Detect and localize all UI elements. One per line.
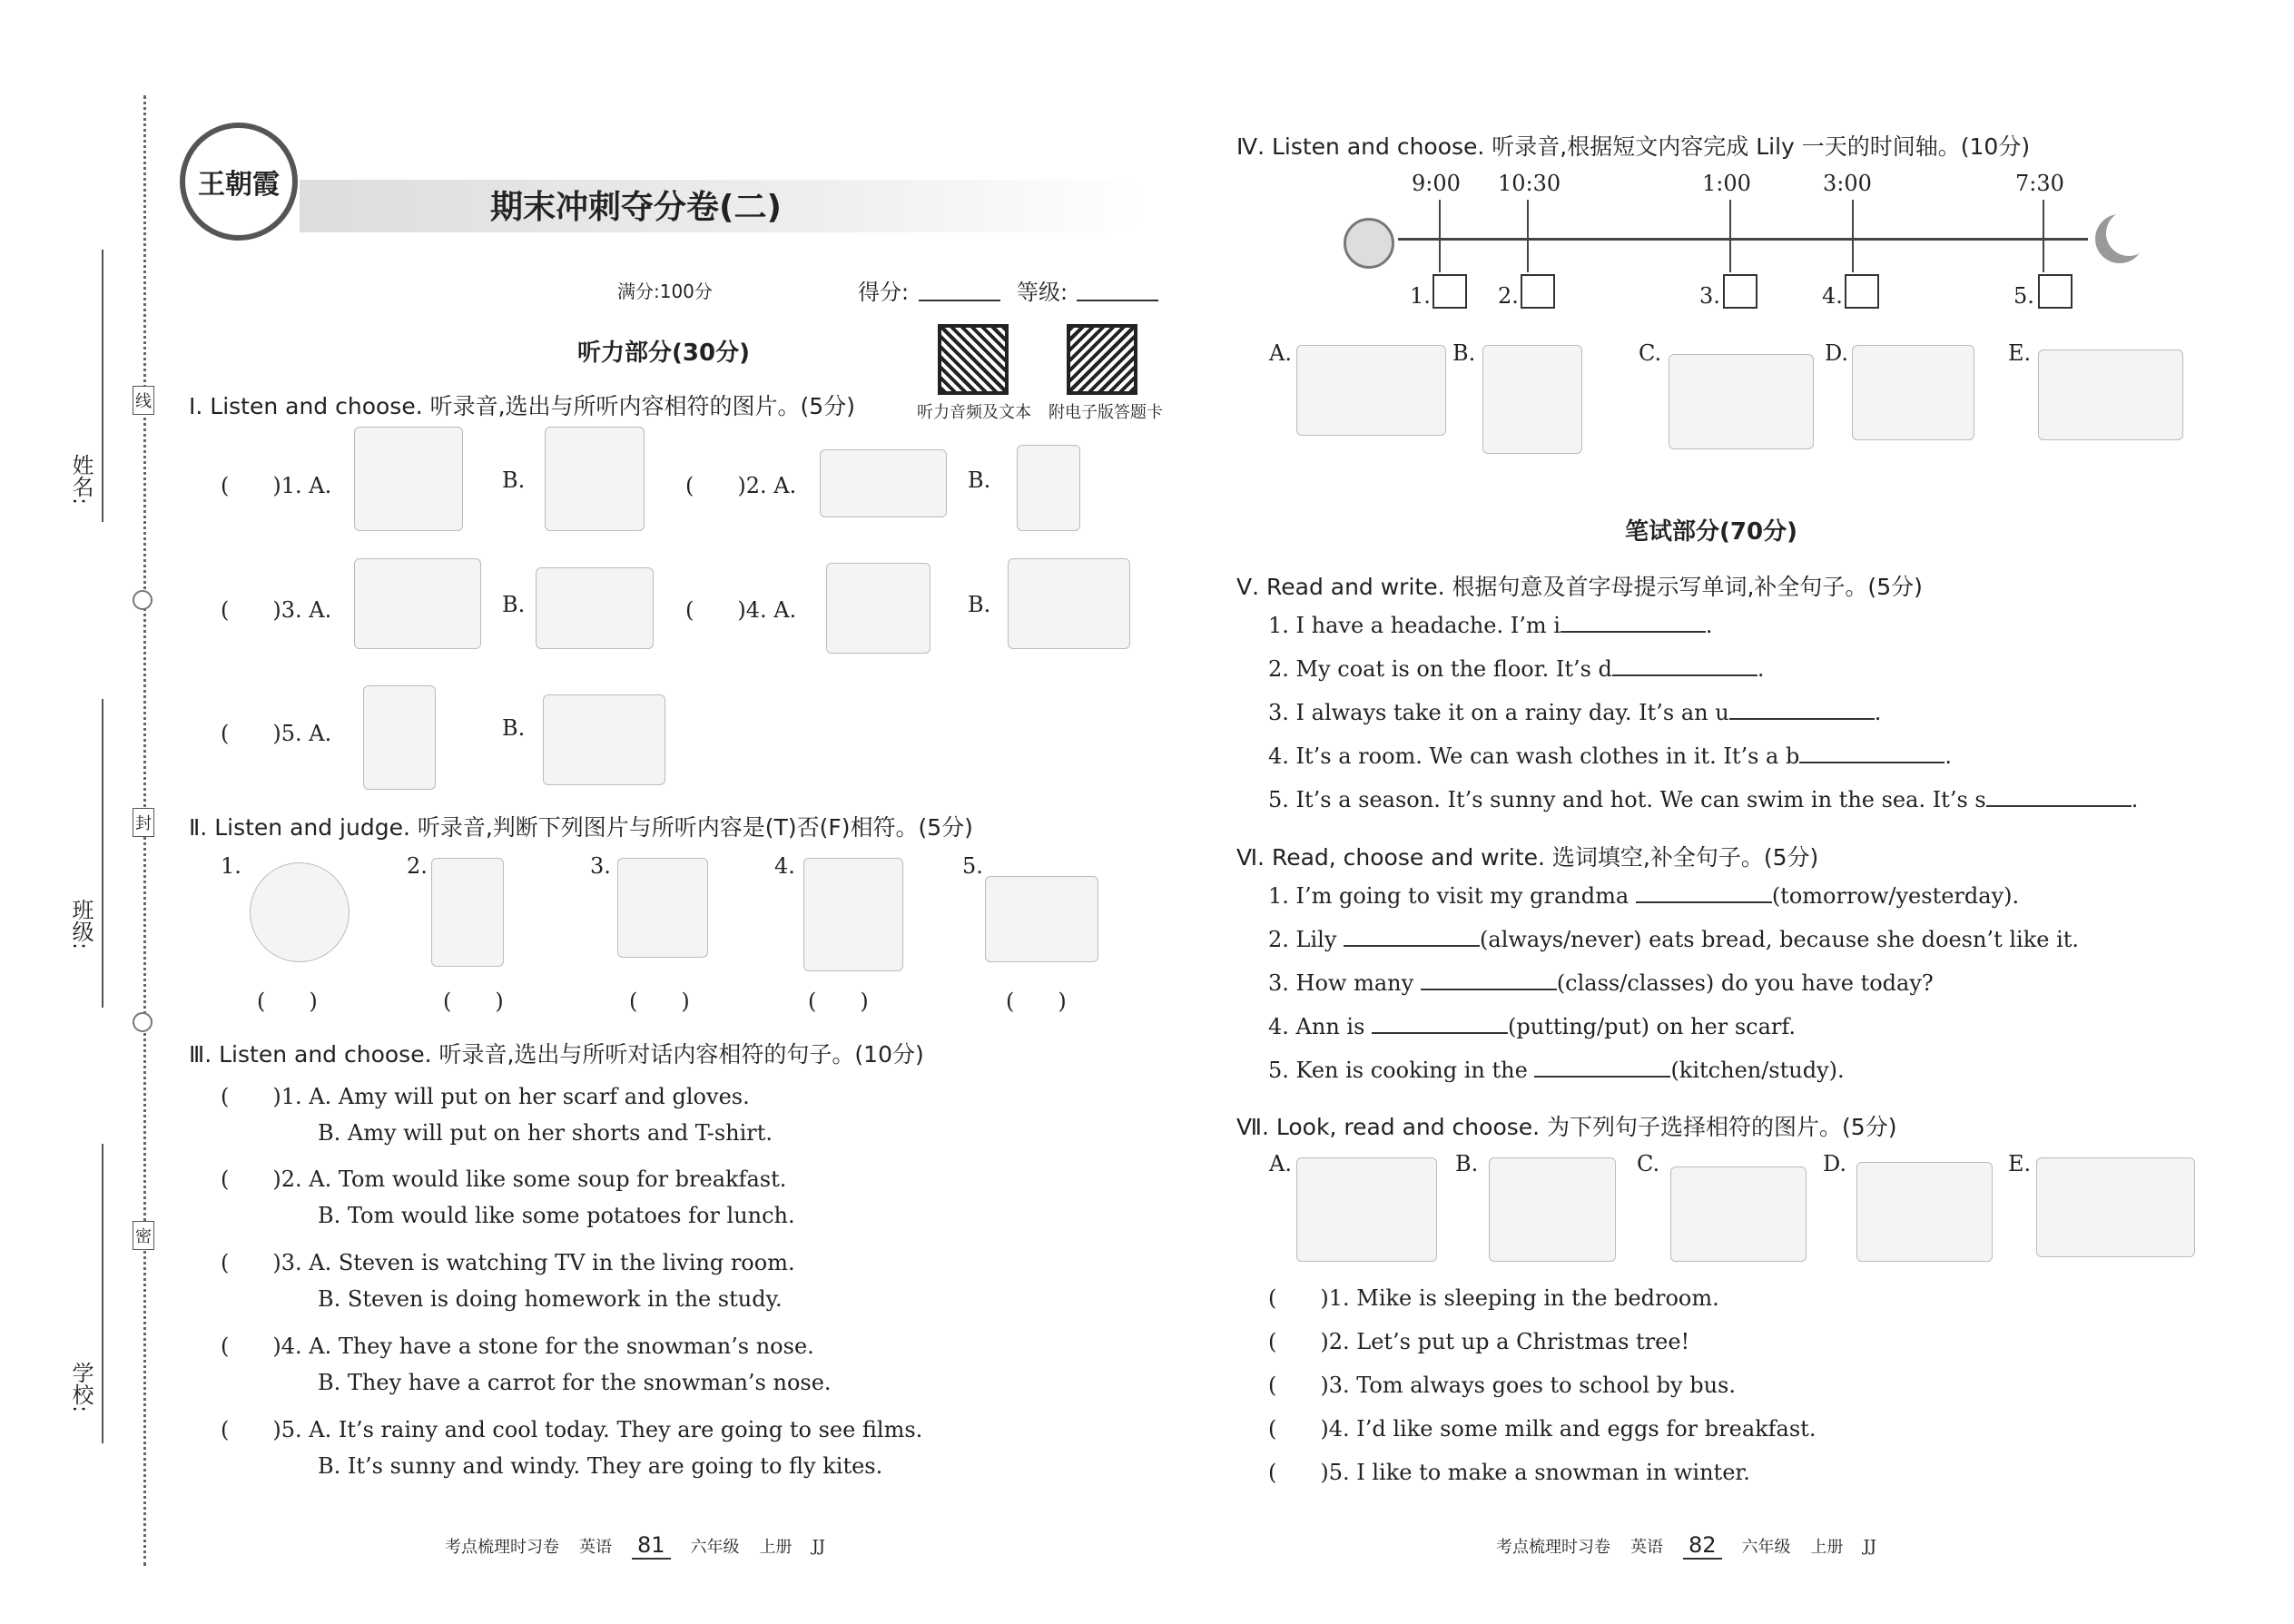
section-4-heading: Ⅳ. Listen and choose. 听录音,根据短文内容完成 Lily 一天的时间轴。(10分)	[1236, 133, 2031, 160]
breakfast-image	[1489, 1157, 1616, 1262]
sec6-item-1-text: 1. I’m going to visit my grandma	[1268, 883, 1629, 909]
footer-grade: 六年级	[1741, 1538, 1791, 1557]
footer-left	[445, 1532, 825, 1560]
time-1: 9:00	[1412, 171, 1461, 196]
footer-term: 上册	[759, 1538, 793, 1557]
sec4-num-2: 2.	[1498, 283, 1519, 309]
binding-hole	[133, 590, 153, 610]
moon-icon	[2106, 211, 2151, 256]
seal-seal-label: 封	[133, 808, 154, 837]
seal-line-label: 线	[133, 386, 154, 415]
time-4: 3:00	[1823, 171, 1872, 196]
footer-book: 考点梳理时习卷	[445, 1538, 559, 1557]
sec3-q5-a: ( )5. A. It’s rainy and cool today. They are going to see films.	[221, 1417, 923, 1442]
swimming-image	[1008, 558, 1130, 649]
footer-book: 考点梳理时习卷	[1496, 1538, 1610, 1557]
sec2-answer-5[interactable]: ( )	[1006, 989, 1067, 1014]
cleaning-image	[1852, 345, 1974, 440]
sec5-item-2-text: 2. My coat is on the floor. It’s d	[1268, 656, 1612, 682]
sec1-q2-b: B.	[968, 468, 991, 493]
sec6-item-2-text: 2. Lily	[1268, 927, 1337, 952]
sec5-item-4-end: .	[1944, 743, 1952, 769]
sec5-item-3-end: .	[1874, 700, 1882, 725]
sleeping-image	[1670, 1166, 1807, 1262]
school-bus-image	[2036, 1157, 2195, 1257]
timeline-tick	[1439, 200, 1441, 272]
timeline-tick	[2043, 200, 2044, 272]
sec4-option-b: B.	[1452, 340, 1476, 366]
sec5-item-1	[1268, 613, 1713, 638]
qr-code-card[interactable]	[1067, 324, 1137, 395]
sec6-item-3-text: 3. How many	[1268, 970, 1414, 996]
time-3: 1:00	[1702, 171, 1751, 196]
sec6-item-4-rest: (putting/put) on her scarf.	[1508, 1014, 1797, 1039]
sec6-blank-3[interactable]	[1421, 989, 1557, 990]
sec7-item-3: ( )3. Tom always goes to school by bus.	[1268, 1373, 1736, 1398]
footer-right	[1496, 1532, 1876, 1560]
sec6-blank-4[interactable]	[1372, 1032, 1508, 1034]
sec5-item-4	[1268, 743, 1952, 769]
sec5-item-3-text: 3. I always take it on a rainy day. It’s an u	[1268, 700, 1729, 725]
sec1-q3-b: B.	[502, 592, 526, 617]
footer-grade: 六年级	[690, 1538, 740, 1557]
sec6-blank-1[interactable]	[1636, 901, 1772, 903]
sec5-item-2-end: .	[1757, 656, 1765, 682]
sec1-q1: ( )1. A.	[221, 473, 332, 498]
sec1-q5: ( )5. A.	[221, 721, 332, 746]
sec4-num-1: 1.	[1410, 283, 1431, 309]
name-line	[102, 250, 103, 522]
snowman-b-image	[545, 427, 645, 531]
door-image	[363, 685, 436, 790]
full-score: 满分:100分	[617, 281, 713, 302]
sec1-q3: ( )3. A.	[221, 597, 332, 623]
sec4-option-d: D.	[1825, 340, 1849, 366]
qr-code-audio[interactable]	[938, 324, 1009, 395]
class-label: 班级:	[68, 899, 94, 950]
grade-field[interactable]	[1077, 300, 1158, 301]
sec3-q3-b: B. Steven is doing homework in the study.	[318, 1286, 783, 1312]
listening-heading: 听力部分(30分)	[577, 340, 750, 367]
christmas-card-image	[1017, 445, 1080, 531]
sec6-item-5	[1268, 1058, 1845, 1083]
sec4-answer-box-1[interactable]	[1433, 274, 1467, 309]
score-field[interactable]	[919, 300, 1000, 301]
tomatoes-image	[985, 876, 1098, 962]
sec7-option-d: D.	[1823, 1151, 1847, 1176]
sec6-item-1	[1268, 883, 2019, 909]
sec6-item-4-text: 4. Ann is	[1268, 1014, 1365, 1039]
seal-secret-label: 密	[133, 1221, 154, 1250]
brand-logo	[180, 123, 298, 241]
binding-hole	[133, 1012, 153, 1032]
sec6-item-5-text: 5. Ken is cooking in the	[1268, 1058, 1528, 1083]
written-heading: 笔试部分(70分)	[1625, 518, 1797, 546]
sec1-q2: ( )2. A.	[685, 473, 797, 498]
sec5-blank-5[interactable]	[1986, 805, 2132, 807]
clock-image	[250, 862, 350, 962]
logo-text: 王朝霞	[198, 169, 280, 201]
sec3-q3-a: ( )3. A. Steven is watching TV in the living room.	[221, 1250, 795, 1275]
sec3-q1-a: ( )1. A. Amy will put on her scarf and gloves.	[221, 1084, 750, 1109]
park-play-image	[2038, 349, 2183, 440]
page-number: 81	[632, 1532, 671, 1560]
section-7-heading: Ⅶ. Look, read and choose. 为下列句子选择相符的图片。(5分)	[1236, 1114, 1897, 1140]
sec6-item-3	[1268, 970, 1934, 996]
sec7-option-b: B.	[1455, 1151, 1479, 1176]
snowman-a-image	[354, 427, 463, 531]
section-5-heading: Ⅴ. Read and write. 根据句意及首字母提示写单词,补全句子。(5分)	[1236, 574, 1923, 600]
sec4-answer-box-5[interactable]	[2038, 274, 2072, 309]
sun-icon	[1344, 218, 1394, 269]
page-number: 82	[1683, 1532, 1722, 1560]
footer-edition: JJ	[1863, 1536, 1876, 1556]
sec2-num-5: 5.	[962, 853, 983, 879]
score-label: 得分:	[858, 280, 910, 305]
sec6-item-2	[1268, 927, 2079, 952]
sec3-q5-b: B. It’s sunny and windy. They are going to fly kites.	[318, 1453, 883, 1479]
sec3-q1-b: B. Amy will put on her shorts and T-shirt.	[318, 1120, 773, 1146]
sec6-item-5-rest: (kitchen/study).	[1670, 1058, 1845, 1083]
sec5-item-2	[1268, 656, 1765, 682]
sec4-num-5: 5.	[2013, 283, 2034, 309]
sec2-answer-4[interactable]: ( )	[808, 989, 869, 1014]
sec5-blank-3[interactable]	[1729, 718, 1875, 720]
page-title: 期末冲刺夺分卷(二)	[490, 189, 782, 226]
section-3-heading: Ⅲ. Listen and choose. 听录音,选出与所听对话内容相符的句子。(10分)	[189, 1041, 924, 1068]
christmas-tree-image	[1296, 1157, 1437, 1262]
sec4-answer-box-3[interactable]	[1723, 274, 1757, 309]
santa-image	[431, 858, 504, 967]
sec2-num-3: 3.	[590, 853, 611, 879]
sec1-q4: ( )4. A.	[685, 597, 797, 623]
sec4-option-a: A.	[1269, 340, 1292, 366]
sec2-answer-2[interactable]: ( )	[443, 989, 504, 1014]
qr-label-card: 附电子版答题卡	[1049, 403, 1163, 422]
timeline-tick	[1729, 200, 1731, 272]
sec5-item-4-text: 4. It’s a room. We can wash clothes in it. It’s a b	[1268, 743, 1800, 769]
section-6-heading: Ⅵ. Read, choose and write. 选词填空,补全句子。(5分)	[1236, 844, 1819, 871]
sec7-option-c: C.	[1637, 1151, 1660, 1176]
sec5-blank-2[interactable]	[1612, 674, 1757, 676]
qr-label-audio: 听力音频及文本	[917, 403, 1031, 422]
watching-tv-image	[1296, 345, 1446, 436]
shopping-image	[1669, 354, 1814, 449]
sec3-q2-b: B. Tom would like some potatoes for lunch.	[318, 1203, 795, 1228]
sec2-num-1: 1.	[221, 853, 241, 879]
time-2: 10:30	[1498, 171, 1561, 196]
sec2-answer-3[interactable]: ( )	[629, 989, 690, 1014]
sec5-item-5-end: .	[2131, 787, 2139, 812]
sec2-answer-1[interactable]: ( )	[257, 989, 318, 1014]
sec2-num-2: 2.	[407, 853, 428, 879]
sec3-q2-a: ( )2. A. Tom would like some soup for breakfast.	[221, 1166, 787, 1192]
sec4-option-c: C.	[1639, 340, 1662, 366]
sec6-item-1-rest: (tomorrow/yesterday).	[1771, 883, 2020, 909]
sec5-item-5-text: 5. It’s a season. It’s sunny and hot. We can swim in the sea. It’s s	[1268, 787, 1986, 812]
sec4-answer-box-4[interactable]	[1845, 274, 1879, 309]
time-5: 7:30	[2015, 171, 2064, 196]
sec7-option-a: A.	[1269, 1151, 1292, 1176]
section-1-heading: Ⅰ. Listen and choose. 听录音,选出与所听内容相符的图片。(5分)	[189, 393, 855, 419]
windy-tree-image	[826, 563, 930, 654]
snowman-winter-image	[1856, 1162, 1993, 1262]
footer-term: 上册	[1810, 1538, 1844, 1557]
boy-eating-image	[617, 858, 708, 958]
footer-subject: 英语	[1630, 1538, 1663, 1557]
name-label: 姓名:	[68, 454, 94, 506]
school-line	[102, 1144, 103, 1443]
class-line	[102, 699, 103, 1008]
timeline-tick	[1852, 200, 1854, 272]
grade-label: 等级:	[1017, 280, 1068, 305]
sec6-blank-2[interactable]	[1344, 945, 1480, 947]
sec5-item-3	[1268, 700, 1881, 725]
window-image	[543, 694, 665, 785]
sec7-item-1: ( )1. Mike is sleeping in the bedroom.	[1268, 1285, 1719, 1311]
painting-image	[1482, 345, 1582, 454]
sec1-q5-b: B.	[502, 715, 526, 741]
sec3-q4-b: B. They have a carrot for the snowman’s nose.	[318, 1370, 832, 1395]
sec4-option-e: E.	[2008, 340, 2032, 366]
bathroom-image	[536, 567, 654, 649]
sec1-q1-b: B.	[502, 468, 526, 493]
sec4-answer-box-2[interactable]	[1521, 274, 1555, 309]
sec5-blank-4[interactable]	[1799, 762, 1944, 763]
sec5-item-1-end: .	[1705, 613, 1713, 638]
sec7-item-5: ( )5. I like to make a snowman in winter.	[1268, 1460, 1750, 1485]
timeline-tick	[1527, 200, 1529, 272]
section-2-heading: Ⅱ. Listen and judge. 听录音,判断下列图片与所听内容是(T)否(F)相符。(5分)	[189, 814, 973, 841]
footer-edition: JJ	[812, 1536, 825, 1556]
school-label: 学校:	[68, 1362, 94, 1413]
sec5-item-5	[1268, 787, 2138, 812]
timeline-axis	[1398, 238, 2088, 241]
boy-winter-image	[803, 858, 903, 971]
sec2-num-4: 4.	[774, 853, 795, 879]
sec4-num-3: 3.	[1699, 283, 1720, 309]
sec4-num-4: 4.	[1822, 283, 1843, 309]
sec5-item-1-text: 1. I have a headache. I’m i	[1268, 613, 1561, 638]
sec7-item-2: ( )2. Let’s put up a Christmas tree!	[1268, 1329, 1690, 1354]
sec5-blank-1[interactable]	[1561, 631, 1706, 633]
sec1-q4-b: B.	[968, 592, 991, 617]
bedroom-image	[354, 558, 481, 649]
car-image	[820, 449, 947, 517]
sec7-item-4: ( )4. I’d like some milk and eggs for breakfast.	[1268, 1416, 1816, 1442]
footer-subject: 英语	[579, 1538, 612, 1557]
sec6-blank-5[interactable]	[1534, 1076, 1670, 1078]
sec6-item-2-rest: (always/never) eats bread, because she doesn’t like it.	[1480, 927, 2080, 952]
sec6-item-4	[1268, 1014, 1796, 1039]
sec7-option-e: E.	[2008, 1151, 2032, 1176]
sec3-q4-a: ( )4. A. They have a stone for the snowman’s nose.	[221, 1334, 814, 1359]
sec6-item-3-rest: (class/classes) do you have today?	[1556, 970, 1934, 996]
